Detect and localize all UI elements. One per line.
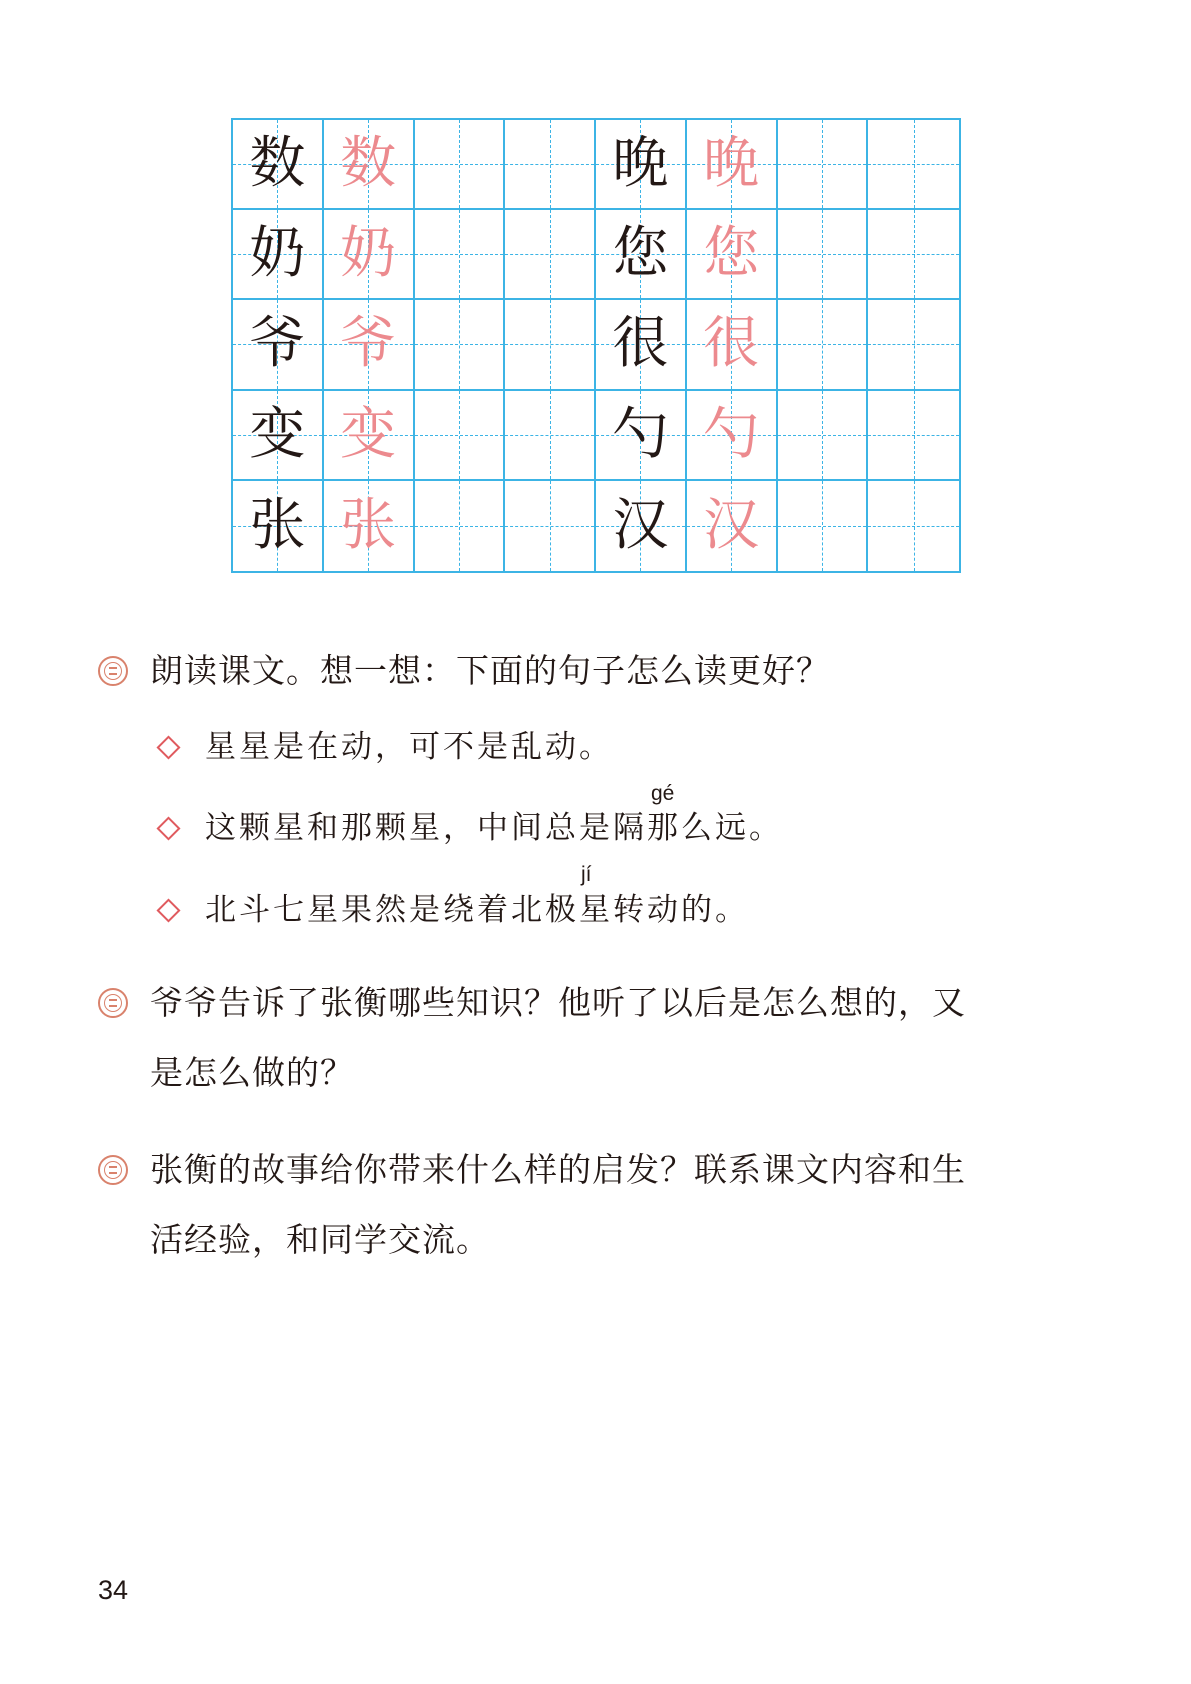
grid-character: 爷 <box>249 311 306 377</box>
grid-cell <box>596 391 687 481</box>
grid-cell <box>687 481 778 571</box>
grid-cell <box>505 120 596 210</box>
grid-character: 爷 <box>340 311 397 377</box>
grid-cell <box>415 120 506 210</box>
grid-cell <box>778 391 869 481</box>
grid-cell <box>324 300 415 390</box>
grid-cell <box>596 210 687 300</box>
pinyin-ji: jí <box>581 863 592 886</box>
grid-cell <box>415 210 506 300</box>
grid-character: 数 <box>249 131 306 197</box>
grid-character: 变 <box>249 401 306 467</box>
grid-cell <box>596 481 687 571</box>
grid-cell <box>233 210 324 300</box>
grid-cell <box>415 481 506 571</box>
grid-character: 很 <box>612 311 669 377</box>
bullet-diamond-icon <box>156 898 180 922</box>
grid-cell <box>868 210 959 300</box>
grid-character: 汉 <box>612 492 669 558</box>
grid-cell <box>233 120 324 210</box>
grid-cell <box>324 120 415 210</box>
grid-cell <box>415 391 506 481</box>
bullet-diamond-icon <box>156 816 180 840</box>
grid-cell <box>778 300 869 390</box>
grid-cell <box>868 391 959 481</box>
grid-cell <box>687 300 778 390</box>
grid-character: 您 <box>703 221 760 287</box>
grid-character: 汉 <box>703 492 760 558</box>
page-number: 34 <box>98 1575 129 1605</box>
grid-cell <box>687 210 778 300</box>
grid-cell <box>415 300 506 390</box>
grid-character: 张 <box>249 492 306 558</box>
grid-cell <box>233 391 324 481</box>
pinyin-ge: gé <box>651 782 675 805</box>
grid-cell <box>233 300 324 390</box>
sentence-1: 星星是在动，可不是乱动。 <box>205 729 613 765</box>
grid-character: 张 <box>340 492 397 558</box>
grid-cell <box>596 300 687 390</box>
grid-character: 数 <box>340 131 397 197</box>
grid-character: 变 <box>340 401 397 467</box>
grid-cell <box>687 120 778 210</box>
grid-character: 晚 <box>703 131 760 197</box>
grid-character: 晚 <box>612 131 669 197</box>
question-2-line-2: 是怎么做的？ <box>150 1053 354 1092</box>
question-seal-icon <box>98 656 128 686</box>
grid-character: 您 <box>612 221 669 287</box>
grid-cell <box>324 391 415 481</box>
question-seal-icon <box>98 1155 128 1185</box>
grid-character: 奶 <box>249 221 306 287</box>
bullet-diamond-icon <box>156 735 180 759</box>
grid-cell <box>233 481 324 571</box>
grid-cell <box>596 120 687 210</box>
grid-cell <box>324 210 415 300</box>
grid-cell <box>505 210 596 300</box>
grid-cell <box>505 391 596 481</box>
grid-cell <box>778 481 869 571</box>
grid-character: 勺 <box>612 401 669 467</box>
question-3-line-1: 张衡的故事给你带来什么样的启发？联系课文内容和生 <box>150 1150 966 1189</box>
question-1-text: 朗读课文。想一想：下面的句子怎么读更好？ <box>150 651 830 690</box>
grid-cell <box>868 300 959 390</box>
grid-cell <box>868 481 959 571</box>
grid-cell <box>778 210 869 300</box>
sentence-3: 北斗七星果然是绕着北极星转动的。 <box>205 892 749 928</box>
grid-cell <box>687 391 778 481</box>
grid-character: 奶 <box>340 221 397 287</box>
question-3-line-2: 活经验，和同学交流。 <box>150 1220 490 1259</box>
grid-character: 很 <box>703 311 760 377</box>
sentence-2: 这颗星和那颗星，中间总是隔那么远。 <box>205 810 783 846</box>
grid-cell <box>324 481 415 571</box>
grid-cell <box>505 481 596 571</box>
grid-cell <box>868 120 959 210</box>
character-writing-grid <box>231 118 961 573</box>
question-seal-icon <box>98 988 128 1018</box>
grid-character: 勺 <box>703 401 760 467</box>
grid-cell <box>778 120 869 210</box>
question-2-line-1: 爷爷告诉了张衡哪些知识？他听了以后是怎么想的，又 <box>150 983 966 1022</box>
grid-cell <box>505 300 596 390</box>
